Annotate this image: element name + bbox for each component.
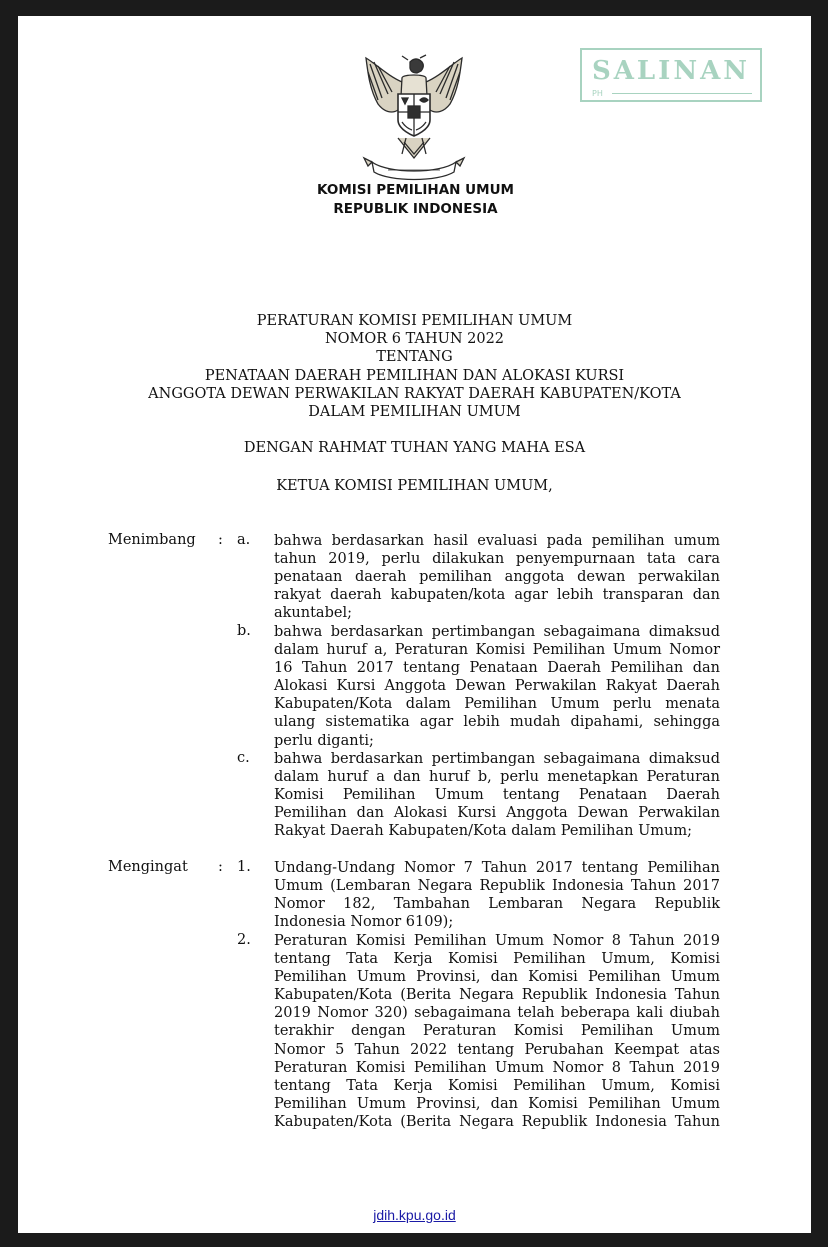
- document-page: [18, 16, 811, 1233]
- mengingat-item-1: [274, 859, 720, 931]
- text-line: Nomor 182, Tambahan Lembaran Negara Republik: [274, 896, 720, 913]
- title-line: TENTANG: [376, 349, 453, 366]
- item-marker: 1.: [237, 859, 251, 875]
- text-line: tentang Tata Kerja Komisi Pemilihan Umum, Komisi: [274, 1077, 720, 1094]
- menimbang-colon: :: [218, 532, 223, 548]
- text-line: Kabupaten/Kota (Berita Negara Republik Indonesia Tahun: [274, 1113, 720, 1130]
- text-line: dalam huruf a, Peraturan Komisi Pemilihan Umum Nomor: [274, 642, 720, 659]
- text-line: penataan daerah pemilihan anggota dewan perwakilan: [274, 569, 720, 586]
- text-line: rakyat daerah kabupaten/kota agar lebih transparan dan: [274, 587, 720, 604]
- text-line: bahwa berdasarkan pertimbangan sebagaimana dimaksud: [274, 624, 720, 640]
- text-line: terakhir dengan Peraturan Komisi Pemilihan Umum: [274, 1023, 720, 1040]
- text-line: Umum (Lembaran Negara Republik Indonesia Tahun 2017: [274, 878, 720, 895]
- authority-text: KETUA KOMISI PEMILIHAN UMUM,: [276, 478, 553, 494]
- menimbang-label: Menimbang: [108, 532, 196, 548]
- item-marker: b.: [237, 623, 251, 639]
- mengingat-label: Mengingat: [108, 859, 188, 875]
- text-line: Komisi Pemilihan Umum tentang Penataan Daerah: [274, 787, 720, 804]
- text-line: 2019 Nomor 320) sebagaimana telah beberapa kali diubah: [274, 1005, 720, 1022]
- menimbang-item-a: [274, 532, 720, 622]
- stamp-text: SALINAN: [591, 56, 751, 86]
- title-line: NOMOR 6 TAHUN 2022: [324, 331, 505, 348]
- salinan-stamp: [580, 48, 762, 102]
- invocation-text: DENGAN RAHMAT TUHAN YANG MAHA ESA: [243, 440, 586, 456]
- text-line: bahwa berdasarkan hasil evaluasi pada pemilihan umum: [274, 533, 720, 549]
- title-line: PENATAAN DAERAH PEMILIHAN DAN ALOKASI KURSI: [204, 367, 625, 384]
- item-marker: 2.: [237, 932, 251, 948]
- menimbang-item-c: [274, 750, 720, 840]
- text-line: Peraturan Komisi Pemilihan Umum Nomor 8 Tahun 2019: [274, 1059, 720, 1076]
- text-line: akuntabel;: [274, 605, 352, 622]
- agency-header: [218, 181, 613, 219]
- text-line: Indonesia Nomor 6109);: [274, 914, 454, 931]
- text-line: Pemilihan Umum Provinsi, dan Komisi Pemilihan Umum: [274, 1095, 720, 1112]
- text-line: Rakyat Daerah Kabupaten/Kota dalam Pemilihan Umum;: [274, 823, 693, 840]
- text-line: tentang Tata Kerja Komisi Pemilihan Umum, Komisi: [274, 951, 720, 968]
- title-line: PERATURAN KOMISI PEMILIHAN UMUM: [256, 313, 573, 329]
- text-line: Undang-Undang Nomor 7 Tahun 2017 tentang Pemilihan: [274, 860, 720, 876]
- text-line: Pemilihan dan Alokasi Kursi Anggota Dewan Perwakilan: [274, 805, 720, 822]
- regulation-title: [78, 312, 751, 421]
- stamp-signature-line: [612, 93, 752, 94]
- text-line: Nomor 5 Tahun 2022 tentang Perubahan Keempat atas: [274, 1041, 720, 1058]
- text-line: tahun 2019, perlu dilakukan penyempurnaan tata cara: [274, 551, 720, 568]
- text-line: dalam huruf a dan huruf b, perlu menetapkan Peraturan: [274, 769, 720, 786]
- text-line: Peraturan Komisi Pemilihan Umum Nomor 8 Tahun 2019: [274, 933, 720, 949]
- text-line: bahwa berdasarkan pertimbangan sebagaimana dimaksud: [274, 751, 720, 767]
- mengingat-colon: :: [218, 859, 223, 875]
- item-marker: c.: [237, 750, 250, 766]
- footer-link[interactable]: jdih.kpu.go.id: [373, 1207, 456, 1223]
- title-line: DALAM PEMILIHAN UMUM: [308, 404, 521, 421]
- text-line: Kabupaten/Kota dalam Pemilihan Umum perlu menata: [274, 696, 720, 713]
- text-line: Pemilihan Umum Provinsi, dan Komisi Pemilihan Umum: [274, 969, 720, 986]
- agency-country: REPUBLIK INDONESIA: [333, 201, 498, 217]
- mengingat-item-2: [274, 932, 720, 1131]
- text-line: ulang sistematika agar lebih mudah dipahami, sehingga: [274, 714, 720, 731]
- garuda-emblem-icon: [358, 54, 470, 186]
- item-marker: a.: [237, 532, 251, 548]
- text-line: Alokasi Kursi Anggota Dewan Perwakilan Rakyat Daerah: [274, 678, 720, 695]
- agency-name: KOMISI PEMILIHAN UMUM: [317, 182, 514, 198]
- title-line: ANGGOTA DEWAN PERWAKILAN RAKYAT DAERAH KABUPATEN/KOTA: [148, 385, 681, 402]
- menimbang-item-b: [274, 623, 720, 750]
- text-line: perlu diganti;: [274, 732, 374, 749]
- text-line: Kabupaten/Kota (Berita Negara Republik Indonesia Tahun: [274, 987, 720, 1004]
- stamp-initials: PH: [592, 89, 603, 98]
- text-line: 16 Tahun 2017 tentang Penataan Daerah Pemilihan dan: [274, 660, 720, 677]
